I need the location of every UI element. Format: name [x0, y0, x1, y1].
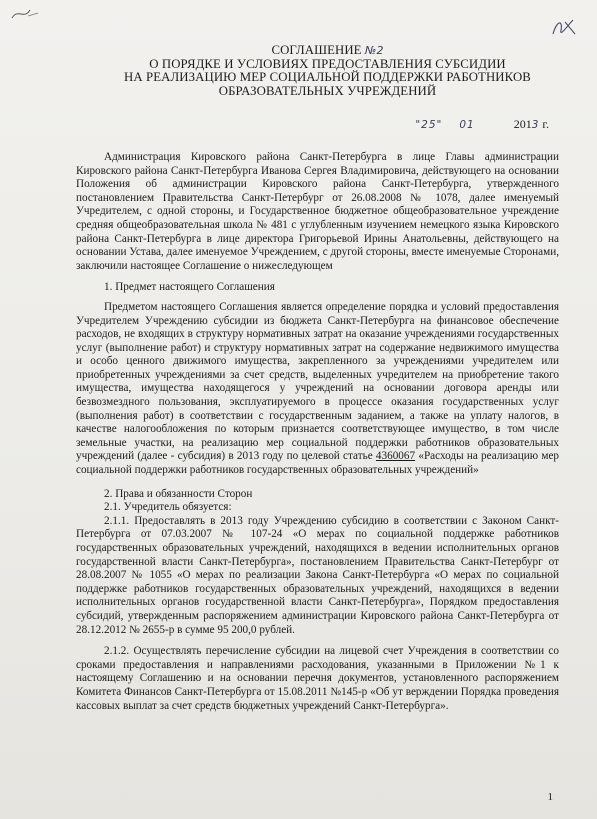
title-line-2: О ПОРЯДКЕ И УСЛОВИЯХ ПРЕДОСТАВЛЕНИЯ СУБСИДИИ [149, 56, 506, 71]
section-2-heading: 2. Права и обязанности Сторон [104, 487, 253, 500]
date-year-suffix: г. [539, 117, 549, 132]
handwritten-signature-mark-icon [549, 14, 579, 40]
title-line-1: СОГЛАШЕНИЕ №2 [271, 43, 384, 57]
document-date [76, 118, 549, 133]
title-line-4: ОБРАЗОВАТЕЛЬНЫХ УЧРЕЖДЕНИЙ [218, 83, 437, 98]
page-number: 1 [547, 791, 553, 804]
date-year-prefix: 201 [513, 117, 532, 132]
date-month: 01 [459, 119, 475, 132]
document-title [96, 44, 559, 98]
section-1-tail: «Расходы на реализацию мер социальной поддержки работников государственных образовательных учреждений» [76, 450, 560, 477]
handwritten-corner-mark-icon [8, 4, 48, 24]
section-1-heading: 1. Предмет настоящего Соглашения [104, 281, 275, 294]
clause-2-1-1: 2.1.1. Предоставлять в 2013 году Учреждению субсидию в соответствии с Законом Санкт-Петербурга от 07.03.2007 № 107-24 «О мерах по социальной поддержке работников государственных образовательных учреждений, находящихся в ведении исполнительных органов государственной власти Санкт-Петербурга», постановлением Правительства Санкт-Петербург от 28.08.2007 № 1055 «О мерах по реализации Закона Санкт-Петербурга «О мерах по социальной поддержке работников государственных образовательных учреждений, находящихся в ведении исполнительных органов государственной власти Санкт-Петербурга», Порядком предоставления субсидий, утвержденным распоряжением администрации Кировского района Санкт-Петербурга от 28.12.2012 № 2655-р в сумме 95 200,0 рублей. [76, 514, 559, 636]
section-2-1-heading: 2.1. Учредитель обязуется: [104, 501, 232, 514]
handwritten-agreement-number: №2 [364, 44, 384, 57]
title-line-3: НА РЕАЛИЗАЦИЮ МЕР СОЦИАЛЬНОЙ ПОДДЕРЖКИ РАБОТНИКОВ [124, 70, 531, 85]
intro-paragraph: Администрация Кировского района Санкт-Петербурга в лице Главы администрации Кировского района Санкт-Петербурга Иванова Сергея Владимировича, действующего на основании Положения об администрации Кировского района Санкт-Петербурга, утвержденного постановлением Правительства Санкт-Петербург от 26.08.2008 № 1078, далее именуемый Учредителем, с одной стороны, и Государственное бюджетное общеобразовательное учреждение средняя общеобразовательная школа № 481 с углубленным изучением немецкого языка Кировского района Санкт-Петербурга в лице директора Григорьевой Ирины Анатольевны, действующего на основании Устава, далее именуемое Учреждением, с другой стороны, вместе именуемые Сторонами, заключили настоящее Соглашение о нижеследующем [76, 150, 559, 272]
section-1-text: Предметом настоящего Соглашения является определение порядка и условий предоставления Учредителем Учреждению субсидии из бюджета Санкт-Петербурга на финансовое обеспечение расходов, не входящих в структуру нормативных затрат на оказание учреждениями государственных услуг (выполнение работ) и структуру нормативных затрат на содержание недвижимого имущества и особо ценного движимого имущества, закрепленного за учреждениями учредителем или приобретенных учреждениями за счет средств, выделенных учредителем на приобретение такого имущества, имущества находящегося у учреждений на основании договора аренды или безвозмездного пользования, эксплуатируемого в процессе оказания государственных услуг (выполнения работ) в соответствии с государственным заданием, а также на уплату налогов, в качестве налогообложения по которым признается соответствующее имущество, в том числе земельные участки, на реализацию мер социальной поддержки работников образовательных учреждений (далее - субсидия) в 2013 году по целевой статье [76, 300, 559, 463]
date-year-digit: 3 [531, 119, 540, 132]
clause-2-1-2: 2.1.2. Осуществлять перечисление субсидии на лицевой счет Учреждения в соответствии со сроками предоставления и направлениями расходования, указанными в Приложении №1 к настоящему Соглашению и на основании перечня документов, установленного распоряжением Комитета Финансов Санкт-Петербурга от 15.08.2011 №145-р «Об ут верждении Порядка проведения кассовых выплат за счет средств бюджетных учреждений Санкт-Петербурга». [76, 645, 559, 712]
section-1-paragraph [76, 301, 559, 478]
date-day: "25" [415, 119, 443, 132]
target-article-code: 4360067 [375, 450, 416, 463]
